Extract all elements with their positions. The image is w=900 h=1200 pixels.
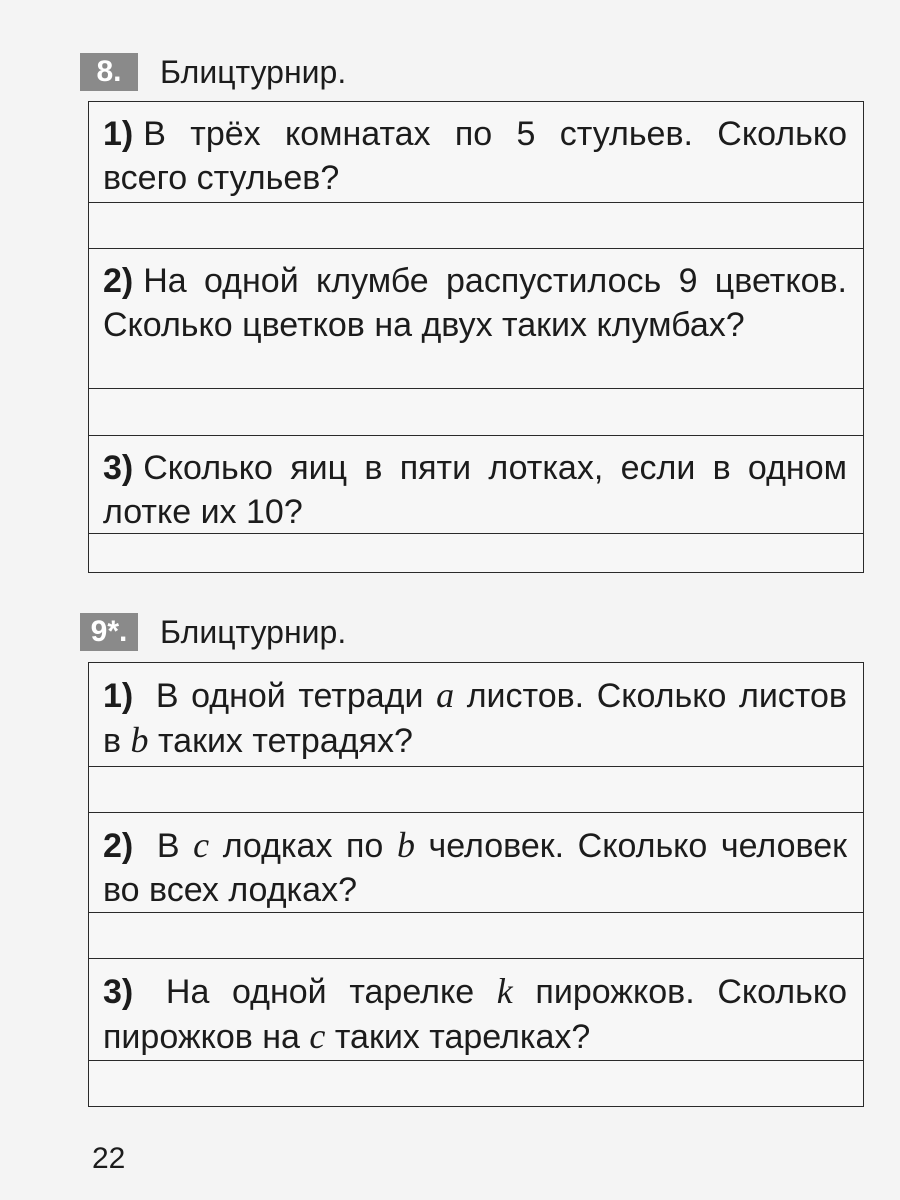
math-variable: c [193, 825, 210, 865]
exercise-8-answer-line-2[interactable] [89, 389, 863, 436]
math-variable: a [436, 675, 455, 715]
task-text-part: таких тарелках? [334, 1018, 591, 1056]
exercise-9-task-1 [89, 663, 863, 767]
exercise-8-task-1 [89, 102, 863, 203]
exercise-9-task-3 [89, 959, 863, 1061]
task-text-part: человек. Сколько человек во всех лодках? [103, 827, 848, 909]
exercise-9-answer-line-1[interactable] [89, 767, 863, 813]
exercise-8-answer-line-3[interactable] [89, 534, 863, 573]
task-number: 1) [103, 677, 134, 715]
task-number: 3) [103, 449, 134, 487]
exercise-9-answer-line-2[interactable] [89, 913, 863, 959]
task-number: 3) [103, 973, 134, 1011]
task-text-part: пирожков. Сколько пирожков на [103, 973, 848, 1056]
task-text-part: листов. Сколько листов в [103, 677, 847, 760]
math-variable: b [130, 720, 149, 760]
exercise-8-header [80, 52, 346, 92]
exercise-9-task-box [88, 662, 864, 1107]
task-text-part: В [156, 827, 180, 865]
exercise-9-header [80, 612, 346, 652]
task-text: На одной клумбе распустилось 9 цветков. Сколько цветков на двух таких клумбах? [103, 262, 847, 344]
exercise-9-task-2 [89, 813, 863, 913]
exercise-8-title: Блицтурнир. [160, 54, 347, 90]
exercise-8-answer-line-1[interactable] [89, 203, 863, 249]
task-number: 1) [103, 115, 134, 153]
math-variable: k [496, 971, 513, 1011]
task-text-part: В одной тетради [155, 677, 424, 715]
exercise-8-number-badge: 8. [80, 53, 138, 91]
task-text-part: На одной тарелке [165, 973, 475, 1011]
exercise-8-task-2 [89, 249, 863, 389]
exercise-9-number-badge: 9*. [80, 613, 138, 651]
task-text-part: лодках по [222, 827, 384, 865]
task-number: 2) [103, 262, 134, 300]
math-variable: c [309, 1016, 326, 1056]
task-number: 2) [103, 827, 134, 865]
task-text: Сколько яиц в пяти лотках, если в одном лотке их 10? [103, 449, 847, 531]
exercise-9-title: Блицтурнир. [160, 614, 347, 650]
exercise-9-answer-line-3[interactable] [89, 1061, 863, 1107]
exercise-8-task-box [88, 101, 864, 573]
page-number: 22 [92, 1142, 126, 1175]
math-variable: b [396, 825, 415, 865]
task-text: В трёх комнатах по 5 стульев. Сколько всего стульев? [103, 115, 847, 197]
exercise-8-task-3 [89, 436, 863, 534]
task-text-part: таких тетрадях? [157, 722, 413, 760]
